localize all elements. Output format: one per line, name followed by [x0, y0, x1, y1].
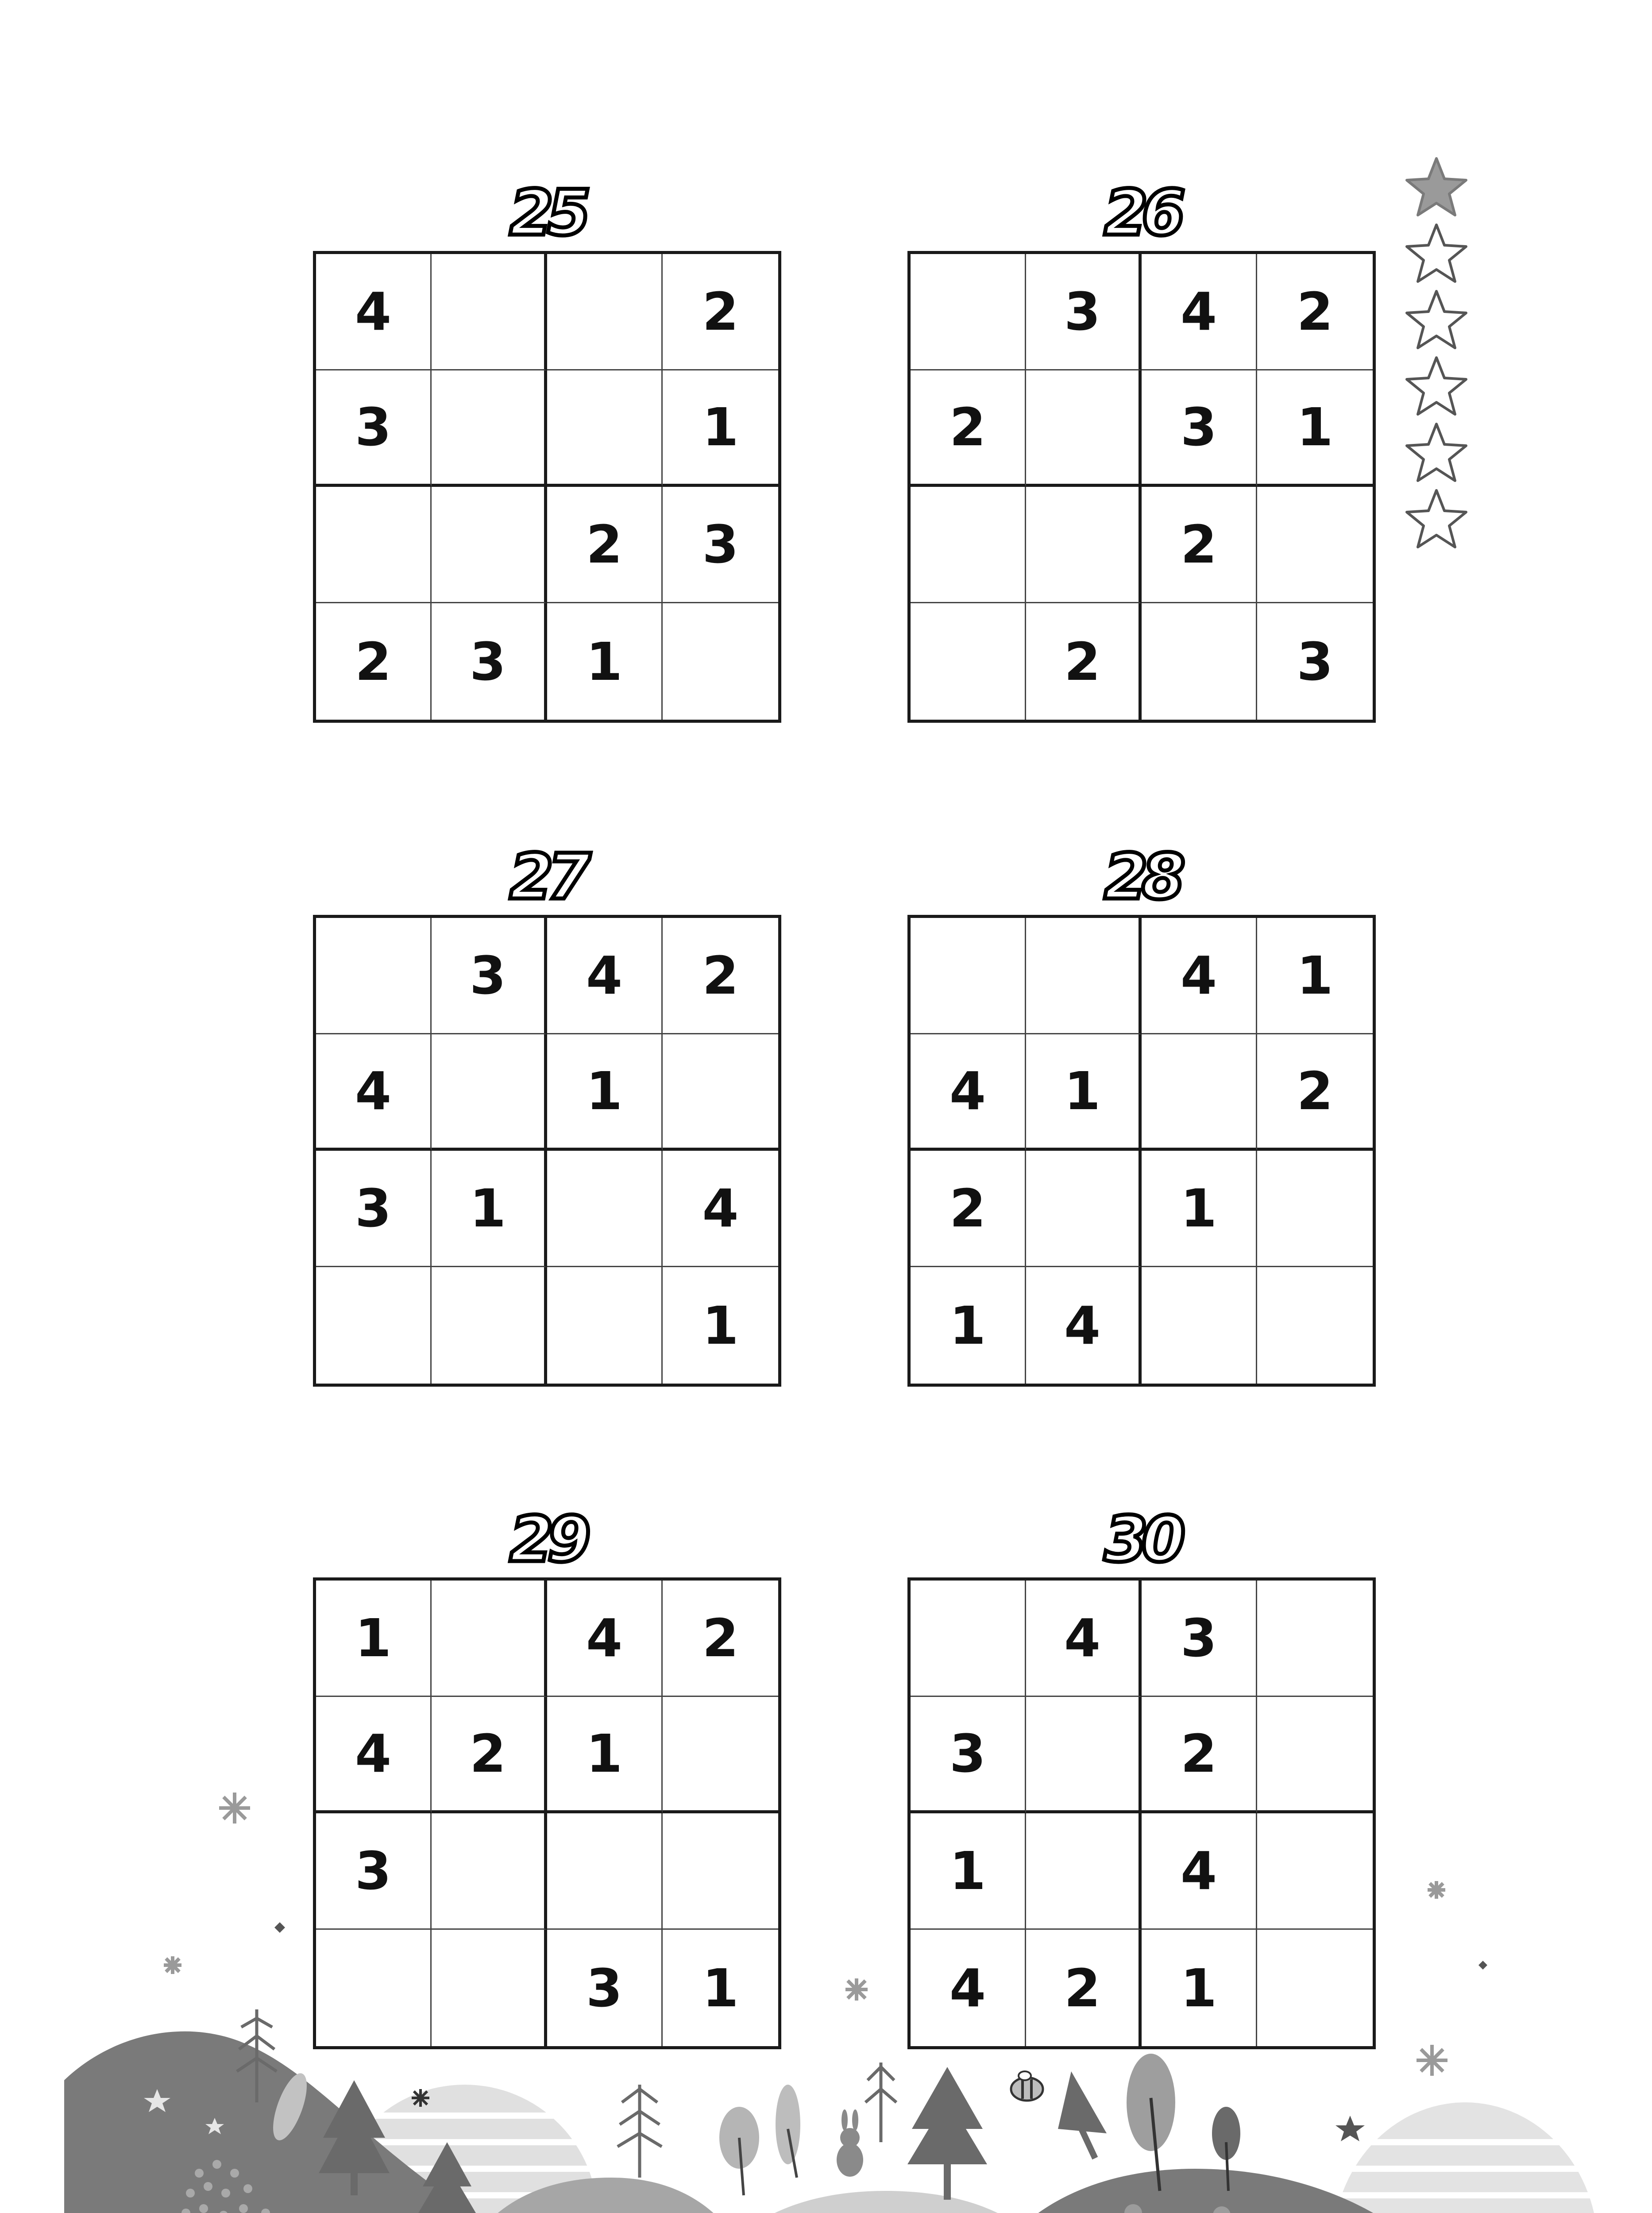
given-cell: 3 — [1142, 1581, 1257, 1697]
star-filled-icon — [1403, 155, 1470, 221]
given-cell: 4 — [547, 1581, 663, 1697]
given-cell: 4 — [547, 918, 663, 1034]
forest-hills-illustration — [0, 1753, 1652, 2213]
puzzle-number: 27 — [509, 840, 585, 914]
puzzle-number: 30 — [1104, 1503, 1179, 1576]
empty-cell[interactable] — [911, 487, 1026, 603]
empty-cell[interactable] — [432, 1034, 547, 1151]
empty-cell[interactable] — [547, 370, 663, 487]
empty-cell[interactable] — [911, 254, 1026, 370]
given-cell: 1 — [547, 1034, 663, 1151]
given-cell: 1 — [663, 370, 778, 487]
empty-cell[interactable] — [1257, 1581, 1373, 1697]
given-cell: 4 — [911, 1930, 1026, 2046]
star-empty-icon — [1403, 288, 1470, 354]
bunny-icon — [837, 2109, 863, 2177]
given-cell: 3 — [316, 370, 432, 487]
empty-cell[interactable] — [1142, 1034, 1257, 1151]
given-cell: 1 — [432, 1151, 547, 1267]
empty-cell[interactable] — [911, 603, 1026, 720]
sudoku-grid — [907, 915, 1376, 1387]
given-cell: 4 — [1142, 1813, 1257, 1930]
given-cell: 2 — [1257, 254, 1373, 370]
given-cell: 1 — [1257, 370, 1373, 487]
star-empty-icon — [1403, 487, 1470, 553]
given-cell: 2 — [663, 254, 778, 370]
empty-cell[interactable] — [316, 1267, 432, 1384]
empty-cell[interactable] — [1142, 1267, 1257, 1384]
given-cell: 2 — [663, 1581, 778, 1697]
given-cell: 2 — [547, 487, 663, 603]
given-cell: 1 — [1257, 918, 1373, 1034]
given-cell: 2 — [432, 1697, 547, 1813]
given-cell: 4 — [1142, 254, 1257, 370]
given-cell: 2 — [1257, 1034, 1373, 1151]
empty-cell[interactable] — [316, 918, 432, 1034]
empty-cell[interactable] — [432, 1267, 547, 1384]
given-cell: 2 — [663, 918, 778, 1034]
bee-icon — [1011, 2071, 1043, 2101]
empty-cell[interactable] — [1257, 1151, 1373, 1267]
empty-cell[interactable] — [547, 1267, 663, 1384]
star-empty-icon — [1403, 354, 1470, 420]
given-cell: 2 — [911, 370, 1026, 487]
empty-cell[interactable] — [663, 1034, 778, 1151]
empty-cell[interactable] — [1142, 603, 1257, 720]
given-cell: 1 — [547, 1697, 663, 1813]
given-cell: 4 — [1026, 1581, 1142, 1697]
given-cell: 4 — [316, 254, 432, 370]
given-cell: 4 — [663, 1151, 778, 1267]
given-cell: 3 — [911, 1697, 1026, 1813]
difficulty-rating — [1403, 155, 1470, 553]
given-cell: 2 — [316, 603, 432, 720]
empty-cell[interactable] — [1257, 1267, 1373, 1384]
puzzle-number: 26 — [1104, 177, 1179, 250]
star-empty-icon — [1403, 221, 1470, 288]
given-cell: 3 — [432, 918, 547, 1034]
given-cell: 4 — [1142, 918, 1257, 1034]
star-empty-icon — [1403, 420, 1470, 487]
sparkle-icon — [164, 1793, 1447, 2076]
given-cell: 2 — [911, 1151, 1026, 1267]
empty-cell[interactable] — [547, 254, 663, 370]
empty-cell[interactable] — [1026, 370, 1142, 487]
given-cell: 1 — [911, 1267, 1026, 1384]
sudoku-grid — [313, 915, 781, 1387]
puzzle-number: 28 — [1104, 840, 1179, 914]
given-cell: 1 — [547, 603, 663, 720]
empty-cell[interactable] — [547, 1151, 663, 1267]
given-cell: 1 — [1142, 1151, 1257, 1267]
puzzle-number: 29 — [509, 1503, 585, 1576]
given-cell: 3 — [432, 603, 547, 720]
sudoku-grid — [907, 251, 1376, 723]
empty-cell[interactable] — [1026, 1151, 1142, 1267]
given-cell: 1 — [702, 1957, 739, 2019]
sudoku-grid — [313, 251, 781, 723]
given-cell: 3 — [1297, 631, 1333, 692]
empty-cell[interactable] — [432, 1581, 547, 1697]
empty-cell[interactable] — [432, 254, 547, 370]
given-cell: 2 — [1026, 603, 1142, 720]
given-cell: 2 — [1026, 1930, 1142, 2046]
empty-cell[interactable] — [432, 370, 547, 487]
given-cell: 3 — [316, 1151, 432, 1267]
empty-cell[interactable] — [432, 487, 547, 603]
given-cell: 3 — [547, 1930, 663, 2046]
given-cell: 4 — [1026, 1267, 1142, 1384]
given-cell: 2 — [1142, 1697, 1257, 1813]
empty-cell[interactable] — [1026, 487, 1142, 603]
given-cell: 4 — [911, 1034, 1026, 1151]
given-cell: 1 — [316, 1581, 432, 1697]
given-cell: 1 — [1026, 1034, 1142, 1151]
given-cell: 3 — [663, 487, 778, 603]
given-cell: 1 — [911, 1813, 1026, 1930]
empty-cell[interactable] — [911, 918, 1026, 1034]
empty-cell[interactable] — [663, 603, 778, 720]
puzzle-number: 25 — [509, 177, 585, 250]
given-cell: 3 — [1026, 254, 1142, 370]
given-cell: 1 — [1142, 1930, 1257, 2046]
given-cell: 4 — [316, 1034, 432, 1151]
empty-cell[interactable] — [1257, 487, 1373, 603]
empty-cell[interactable] — [911, 1581, 1026, 1697]
given-cell: 2 — [1142, 487, 1257, 603]
given-cell: 3 — [1142, 370, 1257, 487]
given-cell: 4 — [316, 1697, 432, 1813]
given-cell: 1 — [702, 1295, 739, 1356]
empty-cell[interactable] — [1026, 918, 1142, 1034]
given-cell: 3 — [316, 1813, 432, 1930]
empty-cell[interactable] — [316, 487, 432, 603]
